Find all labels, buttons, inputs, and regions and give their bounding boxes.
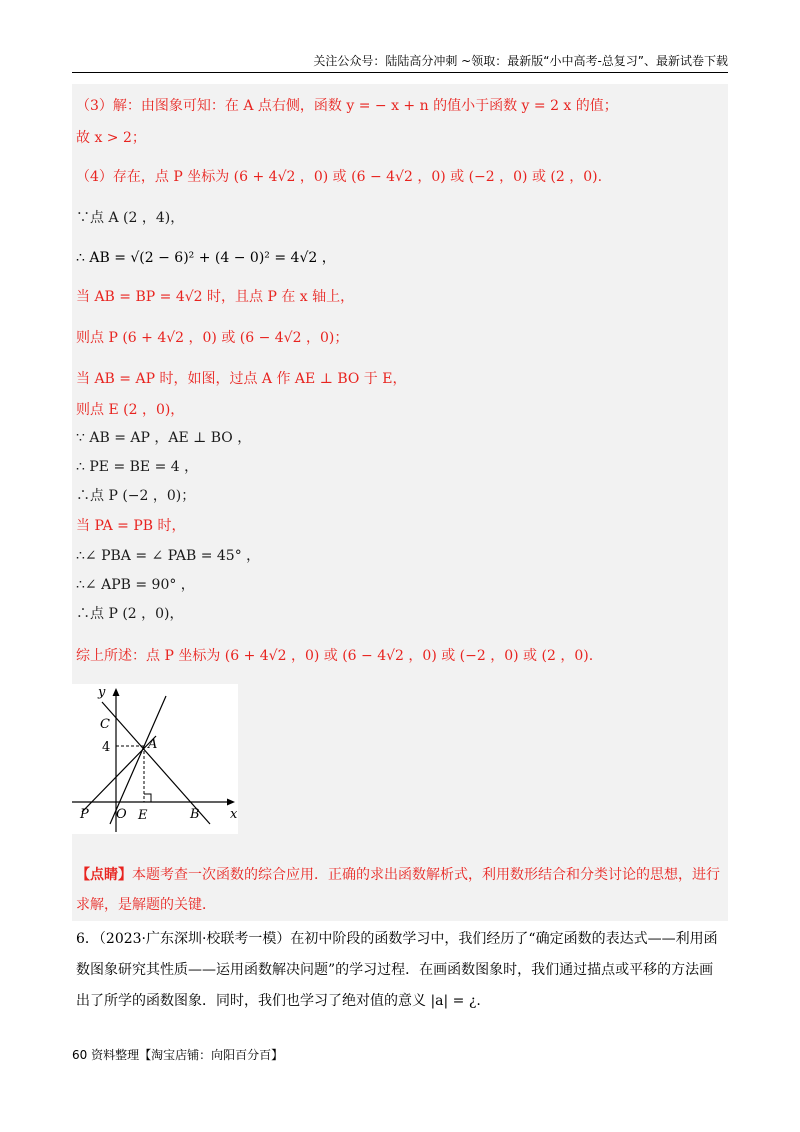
remark-head: 【点睛】	[76, 867, 132, 883]
solution-line: ∴点 P (−2 ，0)；	[76, 488, 196, 504]
solution-line: 当 AB = BP = 4√2 时，且点 P 在 x 轴上，	[76, 289, 355, 305]
label-b: B	[190, 807, 200, 822]
solution-line: 则点 E (2 ，0)，	[76, 402, 185, 418]
solution-line: 故 x > 2；	[76, 130, 146, 146]
coordinate-figure	[72, 684, 238, 834]
solution-line: 当 PA = PB 时，	[76, 518, 186, 534]
graph-svg	[72, 684, 238, 834]
solution-line: ∵点 A (2 ，4)，	[76, 210, 185, 226]
header-text: 关注公众号：陆陆高分冲刺 ~领取：最新版“小中高考-总复习”、最新试卷下载	[313, 54, 728, 68]
solution-line: 则点 P (6 + 4√2 ，0) 或 (6 − 4√2 ，0)；	[76, 330, 349, 346]
line-y-2x	[110, 696, 166, 824]
question-paragraph: 6．（2023·广东深圳·校联考一模）在初中阶段的函数学习中，我们经历了“确定函数的表达式——利用函数图象研究其性质——运用函数解决问题”的学习过程．在画函数图象时，我们通过描点或平移的方法画出了所学的函数图象．同时，我们也学习了绝对值的意义 |a| = ¿.	[76, 931, 718, 1009]
solution-line: ∴∠ APB = 90° ，	[76, 577, 195, 593]
solution-line: （4）存在，点 P 坐标为 (6 + 4√2 ，0) 或 (6 − 4√2 ，0) 或 (−2 ，0) 或 (2 ，0).	[76, 169, 603, 185]
label-p: P	[80, 807, 89, 822]
page-header	[72, 50, 728, 73]
label-e: E	[138, 808, 148, 823]
label-c: C	[100, 717, 110, 732]
solution-line: ∴∠ PBA = ∠ PAB = 45° ，	[76, 548, 261, 564]
label-o: O	[116, 807, 127, 822]
y-axis-arrow	[113, 688, 120, 696]
solution-line: 当 AB = AP 时，如图，过点 A 作 AE ⊥ BO 于 E，	[76, 371, 407, 387]
remark-paragraph	[76, 860, 724, 920]
page-footer: 60 资料整理【淘宝店铺：向阳百分百】	[72, 1048, 284, 1062]
x-axis-arrow	[227, 799, 235, 806]
remark-body: 本题考查一次函数的综合应用．正确的求出函数解析式，利用数形结合和分类讨论的思想，进行求解，是解题的关键．	[76, 867, 720, 913]
label-a: A	[148, 737, 158, 752]
line-pa	[82, 736, 156, 812]
label-x: x	[230, 807, 238, 822]
solution-line: ∴ AB = √(2 − 6)² + (4 − 0)² = 4√2 ，	[76, 250, 336, 266]
solution-line: ∴点 P (2 ，0)，	[76, 606, 184, 622]
solution-line: 综上所述：点 P 坐标为 (6 + 4√2 ，0) 或 (6 − 4√2 ，0) 或 (−2 ，0) 或 (2 ，0).	[76, 648, 594, 664]
label-four: 4	[102, 740, 111, 755]
solution-line: ∵ AB = AP ，AE ⊥ BO ，	[76, 430, 252, 446]
right-angle-mark	[144, 794, 151, 802]
solution-line: ∴ PE = BE = 4 ，	[76, 459, 199, 475]
label-y: y	[98, 685, 106, 700]
solution-line: （3）解：由图象可知：在 A 点右侧，函数 y = − x + n 的值小于函数 y = 2 x 的值；	[76, 98, 618, 114]
